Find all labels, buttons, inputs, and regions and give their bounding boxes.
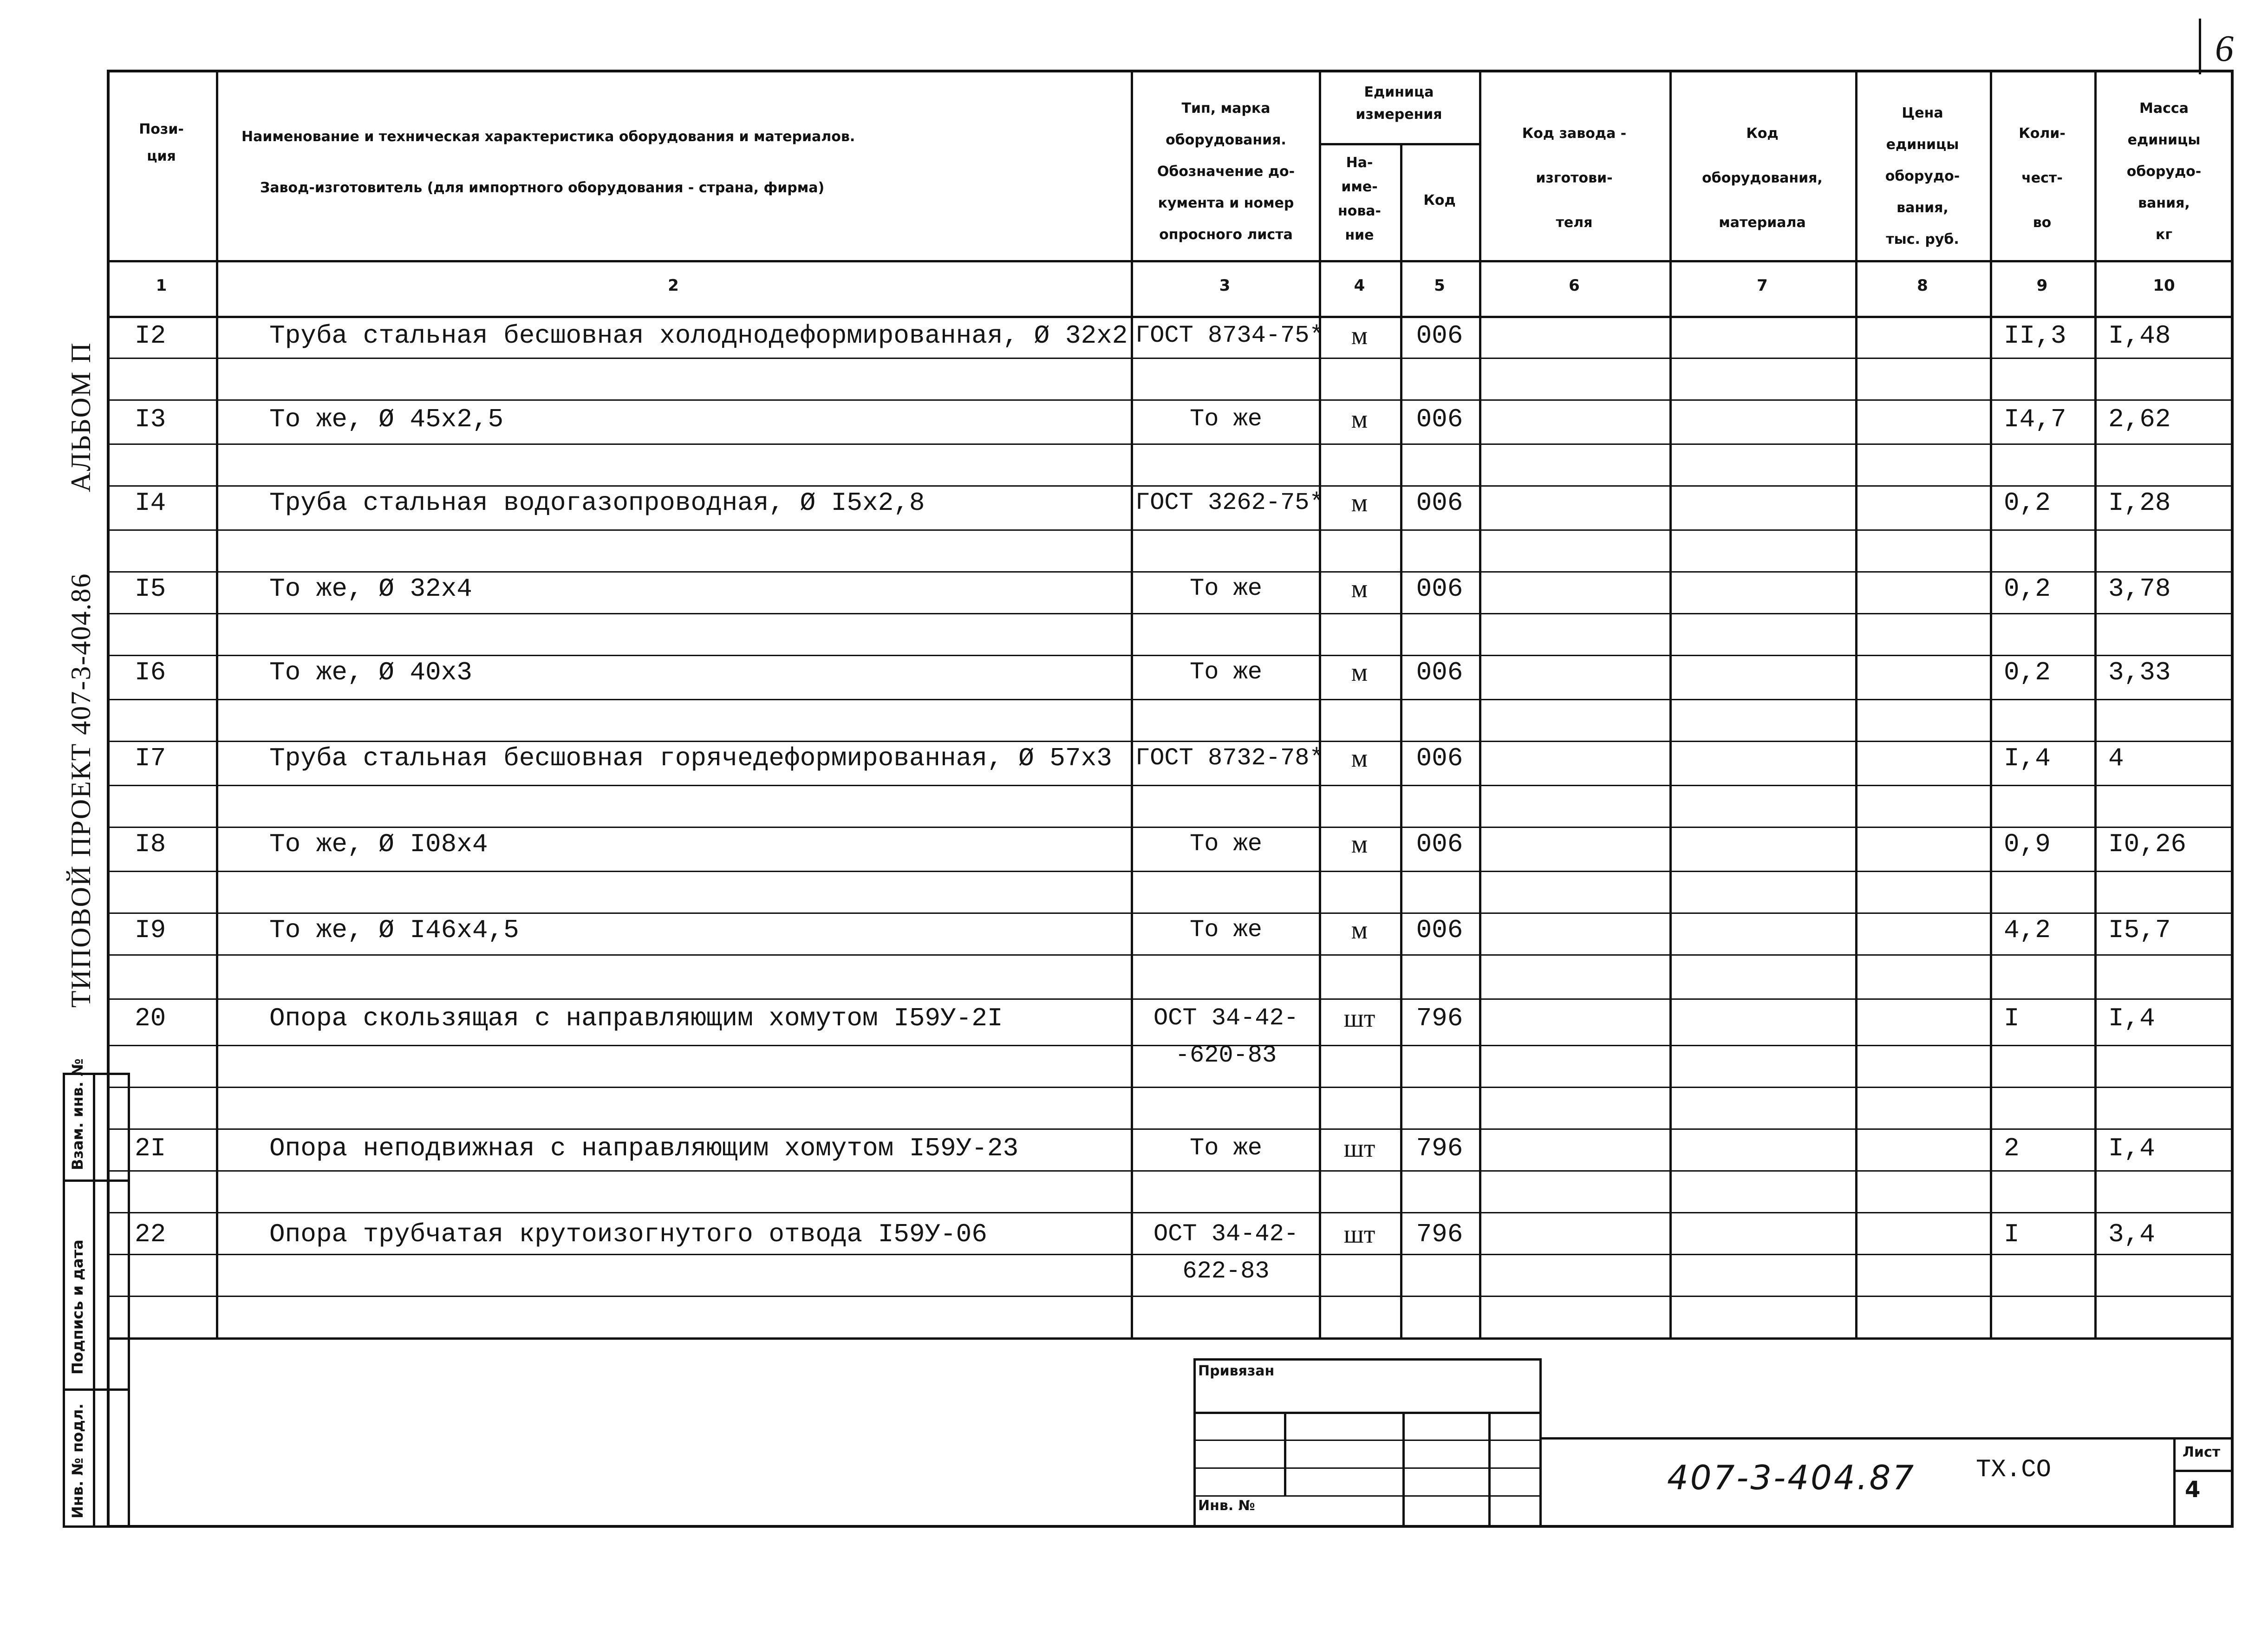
cell-doc: ГОСТ 8732-78* xyxy=(1135,744,1324,772)
cell-mass: 3,4 xyxy=(2108,1219,2155,1249)
cell-code: 006 xyxy=(1416,658,1463,687)
cell-qty: I,4 xyxy=(2004,743,2051,773)
cell-pos: I6 xyxy=(135,658,166,687)
header-factory-code: Код завода - изготови- теля xyxy=(1522,125,1627,231)
cell-doc-continued: -620-83 xyxy=(1175,1042,1277,1069)
cell-name: То же, Ø I08х4 xyxy=(269,829,488,859)
col-number: 10 xyxy=(2153,276,2175,295)
side-label-project: ТИПОВОЙ ПРОЕКТ 407-3-404.86 xyxy=(65,573,96,1008)
cell-mass: I,48 xyxy=(2108,321,2171,351)
cell-mass: I,28 xyxy=(2108,488,2171,518)
cell-unit: м xyxy=(1351,830,1368,859)
col-number: 7 xyxy=(1757,276,1768,295)
cell-mass: I5,7 xyxy=(2108,915,2171,945)
cell-name: То же, Ø I46х4,5 xyxy=(269,915,519,945)
header-unit-code: Код xyxy=(1423,192,1456,209)
cell-doc: То же xyxy=(1189,405,1263,433)
cell-qty: 0,9 xyxy=(2004,829,2051,859)
cell-qty: I xyxy=(2004,1003,2020,1033)
header-mass: Масса единицы оборудо- вания, кг xyxy=(2126,100,2202,243)
cell-unit: м xyxy=(1351,321,1368,350)
cell-doc: То же xyxy=(1189,575,1263,602)
cell-qty: 2 xyxy=(2004,1134,2020,1163)
cell-unit: м xyxy=(1351,405,1368,434)
cell-doc: ГОСТ 3262-75* xyxy=(1135,489,1324,516)
col-number: 5 xyxy=(1434,276,1445,295)
cell-unit: м xyxy=(1351,744,1368,773)
cell-doc: ОСТ 34-42- xyxy=(1153,1004,1299,1032)
cell-code: 006 xyxy=(1416,404,1463,434)
privyazan-label: Привязан xyxy=(1198,1363,1275,1379)
cell-unit: шт xyxy=(1343,1134,1375,1163)
cell-mass: 3,33 xyxy=(2108,658,2171,687)
cell-code: 796 xyxy=(1416,1003,1463,1033)
cell-unit: м xyxy=(1351,658,1368,687)
cell-qty: I4,7 xyxy=(2004,404,2066,434)
cell-name: Труба стальная водогазопроводная, Ø I5х2,8 xyxy=(269,488,925,518)
cell-name: Опора неподвижная с направляющим хомутом I59У-23 xyxy=(269,1134,1019,1163)
cell-qty: I xyxy=(2004,1219,2020,1249)
cell-code: 006 xyxy=(1416,743,1463,773)
cell-pos: I8 xyxy=(135,829,166,859)
col-number: 9 xyxy=(2036,276,2048,295)
col-number: 4 xyxy=(1354,276,1365,295)
cell-doc: ОСТ 34-42- xyxy=(1153,1220,1299,1248)
cell-qty: II,3 xyxy=(2004,321,2066,351)
col-number: 3 xyxy=(1219,276,1231,295)
document-number: 407-3-404.87 xyxy=(1667,1458,1916,1497)
cell-mass: I0,26 xyxy=(2108,829,2187,859)
cell-mass: I,4 xyxy=(2108,1003,2155,1033)
cell-pos: I7 xyxy=(135,743,166,773)
stamp-label-inv-no-podl: Инв. № подл. xyxy=(69,1403,86,1518)
header-name: Наименование и техническая характеристика оборудования и материалов. Завод-изготовитель (для импортного оборудования - страна, фирма) xyxy=(241,129,855,196)
header-doc: Тип, марка оборудования. Обозначение до- кумента и номер опросного листа xyxy=(1157,100,1295,243)
cell-unit: шт xyxy=(1343,1004,1375,1033)
cell-mass: I,4 xyxy=(2108,1134,2155,1163)
cell-pos: I9 xyxy=(135,915,166,945)
cell-doc: То же xyxy=(1189,830,1263,858)
cell-code: 796 xyxy=(1416,1219,1463,1249)
cell-code: 006 xyxy=(1416,321,1463,351)
cell-code: 006 xyxy=(1416,829,1463,859)
cell-pos: I2 xyxy=(135,321,166,351)
cell-code: 796 xyxy=(1416,1134,1463,1163)
header-unit-name: На- име- нова- ние xyxy=(1337,155,1382,243)
cell-unit: м xyxy=(1351,489,1368,517)
cell-pos: 22 xyxy=(135,1219,166,1249)
header-position: Пози- ция xyxy=(139,121,184,164)
header-equipment-code: Код оборудования, материала xyxy=(1702,125,1823,231)
cell-mass: 2,62 xyxy=(2108,404,2171,434)
header-quantity: Коли- чест- во xyxy=(2019,125,2066,231)
cell-pos: 2I xyxy=(135,1134,166,1163)
cell-name: Труба стальная бесшовная холоднодеформированная, Ø 32х2 xyxy=(269,321,1128,351)
cell-qty: 0,2 xyxy=(2004,488,2051,518)
sheet-corner-number: 6 xyxy=(2215,28,2234,69)
cell-mass: 4 xyxy=(2108,743,2124,773)
cell-code: 006 xyxy=(1416,574,1463,604)
cell-pos: I4 xyxy=(135,488,166,518)
cell-name: То же, Ø 45х2,5 xyxy=(269,404,504,434)
col-number: 8 xyxy=(1917,276,1928,295)
cell-name: То же, Ø 40х3 xyxy=(269,658,472,687)
cell-name: Труба стальная бесшовная горячедеформированная, Ø 57х3 xyxy=(269,743,1112,773)
col-number: 1 xyxy=(156,276,167,295)
cell-name: Опора трубчатая крутоизогнутого отвода I59У-06 xyxy=(269,1219,987,1249)
document-mark: ТХ.СО xyxy=(1976,1456,2052,1484)
sheet-number: 4 xyxy=(2185,1477,2201,1503)
stamp-label-podpis-data: Подпись и дата xyxy=(69,1239,86,1375)
cell-qty: 4,2 xyxy=(2004,915,2051,945)
header-unit-group: Единица измерения xyxy=(1356,84,1442,123)
cell-pos: I3 xyxy=(135,404,166,434)
stamp-label-vzam-inv: Взам. инв. № xyxy=(69,1058,86,1170)
cell-doc-continued: 622-83 xyxy=(1182,1258,1270,1285)
cell-doc: То же xyxy=(1189,1134,1263,1162)
cell-mass: 3,78 xyxy=(2108,574,2171,604)
side-label-album: АЛЬБОМ П xyxy=(65,342,96,492)
col-number: 6 xyxy=(1569,276,1580,295)
cell-unit: м xyxy=(1351,916,1368,945)
inv-no-label: Инв. № xyxy=(1198,1498,1255,1514)
cell-code: 006 xyxy=(1416,915,1463,945)
cell-qty: 0,2 xyxy=(2004,574,2051,604)
cell-name: То же, Ø 32х4 xyxy=(269,574,472,604)
cell-doc: ГОСТ 8734-75* xyxy=(1135,322,1324,349)
cell-code: 006 xyxy=(1416,488,1463,518)
cell-pos: I5 xyxy=(135,574,166,604)
cell-name: Опора скользящая с направляющим хомутом I59У-2I xyxy=(269,1003,1003,1033)
header-price: Цена единицы оборудо- вания, тыс. руб. xyxy=(1885,105,1960,248)
sheet-label: Лист xyxy=(2183,1444,2221,1460)
cell-unit: шт xyxy=(1343,1220,1375,1249)
col-number: 2 xyxy=(668,276,679,295)
cell-doc: То же xyxy=(1189,658,1263,686)
cell-qty: 0,2 xyxy=(2004,658,2051,687)
cell-pos: 20 xyxy=(135,1003,166,1033)
cell-unit: м xyxy=(1351,574,1368,603)
cell-doc: То же xyxy=(1189,916,1263,944)
